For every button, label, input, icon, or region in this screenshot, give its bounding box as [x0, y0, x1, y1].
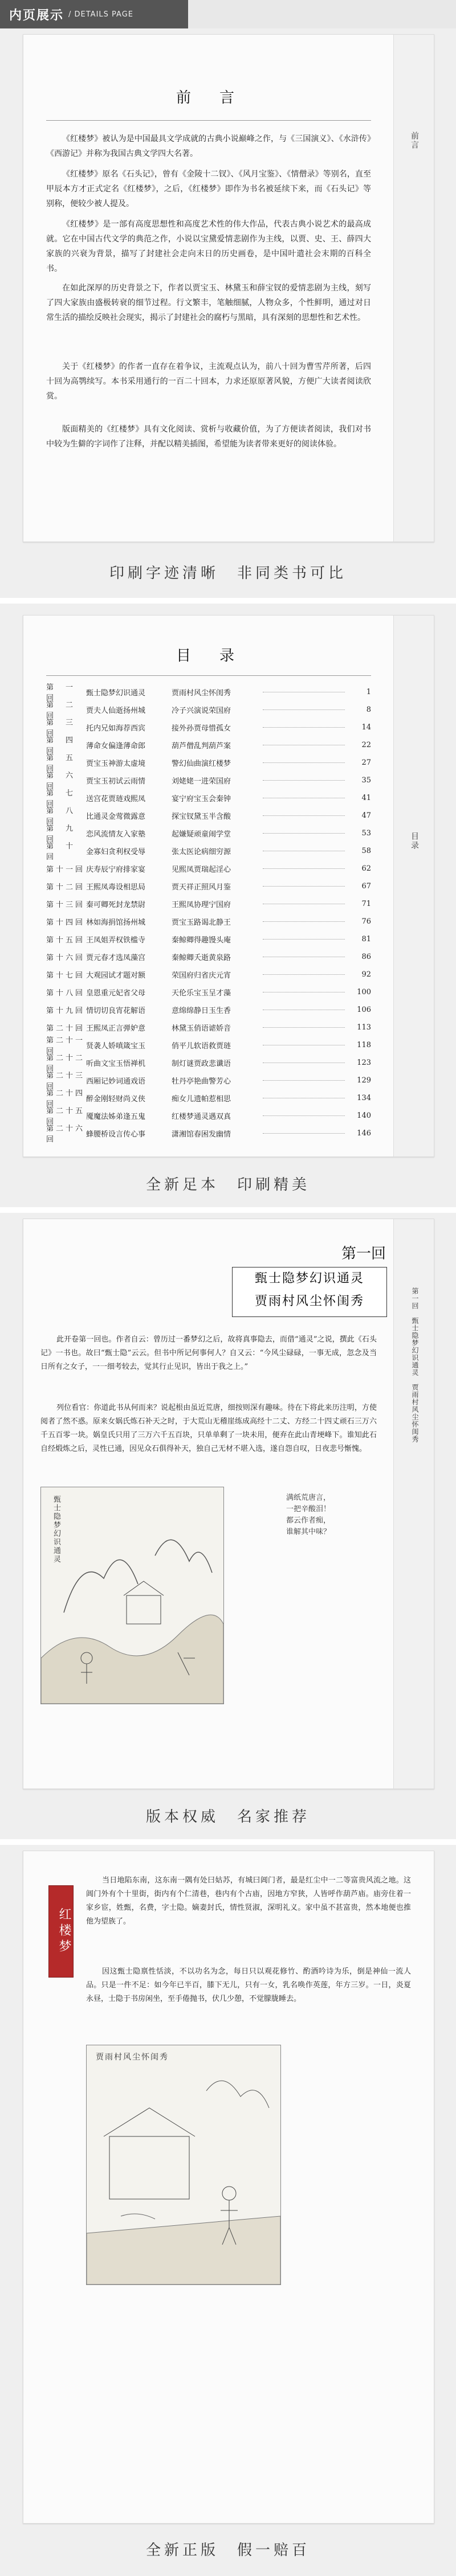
toc-row[interactable] [46, 1036, 371, 1056]
toc-chapter-number: 第十九回 [46, 1006, 85, 1015]
toc-chapter-number: 第 八 回 [46, 807, 85, 826]
toc-title-first: 贤袭人娇嗔箴宝玉 [86, 1041, 146, 1051]
toc-title-second: 贾雨村风尘怀闺秀 [172, 688, 231, 698]
toc-page-number: 67 [361, 881, 371, 891]
toc-leader-dots [263, 921, 345, 922]
toc-page-number: 86 [361, 952, 371, 961]
toc-row[interactable] [46, 719, 371, 738]
toc-row[interactable] [46, 736, 371, 756]
toc-leader-dots [263, 832, 345, 834]
toc-title-second: 葫芦僧乱判葫芦案 [172, 741, 231, 750]
illustration-caption: 甄士隐梦幻识通灵 [52, 1495, 60, 1564]
toc-leader-dots [263, 709, 345, 710]
chapter-page [23, 1219, 434, 1789]
toc-chapter-number: 第 三 回 [46, 719, 85, 738]
toc-leader-dots [263, 1115, 345, 1116]
toc-title-second: 贾宝玉路谒北静王 [172, 918, 231, 927]
toc-title-first: 贾宝玉初试云雨情 [86, 777, 146, 786]
toc-leader-dots [263, 797, 345, 798]
toc-title-second: 张太医论病细穷源 [172, 847, 231, 856]
toc-row[interactable] [46, 789, 371, 809]
commentary-caption: 全新正版 假一赔百 [145, 2542, 310, 2559]
toc-title-second: 贾天祥正照风月鉴 [172, 883, 231, 892]
landscape-illustration-icon [41, 1487, 223, 1704]
toc-title-second: 接外孙贾母惜孤女 [172, 724, 231, 733]
toc-title-first: 贾夫人仙逝扬州城 [86, 706, 146, 715]
commentary-illustration [86, 2045, 281, 2285]
toc-leader-dots [263, 727, 345, 728]
chapter-content [23, 1219, 394, 1789]
toc-chapter-number: 第 五 回 [46, 754, 85, 773]
toc-title-second: 冷子兴演说荣国府 [172, 706, 231, 715]
preface-rail [393, 35, 434, 542]
toc-chapter-number: 第二十三回 [46, 1072, 85, 1091]
toc-title-second: 痴女儿遗帕惹相思 [172, 1094, 231, 1104]
toc-title-second: 俏平儿软语救贾琏 [172, 1041, 231, 1051]
commentary-content [23, 1851, 434, 2523]
header-sub: / DETAILS PAGE [68, 10, 133, 19]
toc-chapter-number: 第十六回 [46, 953, 85, 962]
toc-chapter-number: 第 二 回 [46, 701, 85, 720]
scene-illustration-icon [87, 2045, 280, 2284]
preface-rail-label: 前言 [410, 132, 419, 150]
toc-leader-dots [263, 1044, 345, 1045]
toc-title-first: 贾宝玉神游太虚境 [86, 759, 146, 768]
preface-content [23, 35, 394, 542]
poem-block [234, 1492, 382, 1538]
toc-chapter-number: 第十二回 [46, 883, 85, 892]
toc-title-second: 牡丹亭艳曲警芳心 [172, 1077, 231, 1086]
toc-row[interactable] [46, 896, 371, 912]
toc-page-number: 118 [357, 1040, 371, 1049]
toc-row[interactable] [46, 754, 371, 773]
chapter-section [0, 1213, 456, 1839]
toc-chapter-number: 第 九 回 [46, 825, 85, 844]
toc-row[interactable] [46, 913, 371, 929]
toc-row[interactable] [46, 1002, 371, 1018]
toc-title-second: 荣国府归省庆元宵 [172, 971, 231, 980]
toc-title-first: 听曲文宝玉悟禅机 [86, 1059, 146, 1068]
toc-title-first: 薄命女偏逢薄命郎 [86, 741, 146, 750]
toc-chapter-number: 第 七 回 [46, 789, 85, 809]
toc-row[interactable] [46, 1054, 371, 1073]
toc-title-first: 皇恩重元妃省父母 [86, 988, 146, 998]
book-title-banner: 红楼梦 [48, 1885, 74, 1978]
toc-leader-dots [263, 744, 345, 745]
toc-page [23, 615, 434, 1157]
preface-paragraph: 《红楼梦》是一部有高度思想性和高度艺术性的伟大作品，代表古典小说艺术的最高成就。它在中国古代文学的典范之作，小说以宝黛爱情悲剧作为主线，以贾、史、王、薛四大家族的兴衰为背景，描写了封建社会走向末日的历史画卷，是中国叶遣社会末期的百科全书。 [46, 220, 371, 273]
chapter-paragraph: 列位看官：你道此书从何而来？说起根由虽近荒唐，细按则深有趣味。待在下将此来历注明，方使阅者了然不惑。原来女娲氏炼石补天之时，于大荒山无稽崖练成高经十二丈、方经二十四丈顽石三万六千五百零一块。娲皇氏只用了三万六千五百块，只单单剩了一块未用，便弃在此山青埂峰下。谁知此石自经煅炼之后，灵性已通，因见众石俱得补天，独自己无材不堪入选，遂自怨自叹，日夜悲号惭愧。 [40, 1404, 377, 1453]
toc-page-number: 27 [361, 758, 371, 767]
preface-paragraph: 《红楼梦》原名《石头记》，曾有《金陵十二钗》、《风月宝鉴》、《情僧录》等别名，直至甲辰本方才正式定名《红楼梦》，之后，《红楼梦》即作为书名被延续下来，而《石头记》等别称，便较少被人提及。 [46, 170, 371, 208]
poem-line: 都云作者痴， [286, 1516, 331, 1525]
toc-row[interactable] [46, 1107, 371, 1126]
toc-leader-dots [263, 762, 345, 763]
toc-title-first: 送宫花贾琏戏熙凤 [86, 794, 146, 803]
toc-title-second: 探宝钗黛玉半含酸 [172, 812, 231, 821]
commentary-section [0, 1845, 456, 2576]
toc-chapter-number: 第 六 回 [46, 772, 85, 791]
preface-page [23, 34, 434, 542]
toc-title-second: 秦鲸卿得趣馒头庵 [172, 936, 231, 945]
toc-row[interactable] [46, 825, 371, 844]
preface-title: 前 言 [176, 89, 241, 106]
toc-page-number: 113 [357, 1023, 371, 1032]
toc-leader-dots [263, 991, 345, 992]
toc-row[interactable] [46, 949, 371, 965]
toc-leader-dots [263, 1133, 345, 1134]
chapter-caption: 版本权威 名家推荐 [145, 1808, 310, 1826]
toc-title-first: 情切切良宵花解语 [86, 1006, 146, 1015]
illustration-label: 贾雨村风尘怀闺秀 [96, 2053, 169, 2062]
poem-line: 满纸荒唐言， [286, 1494, 331, 1502]
toc-row[interactable] [46, 683, 371, 703]
toc-row[interactable] [46, 1072, 371, 1091]
toc-title-first: 甄士隐梦幻识通灵 [86, 688, 146, 698]
chapter-title-line-1: 甄士隐梦幻识通灵 [254, 1271, 364, 1286]
toc-chapter-number: 第十七回 [46, 971, 85, 980]
toc-page-number: 81 [361, 934, 371, 944]
toc-chapter-number: 第二十一回 [46, 1036, 85, 1056]
toc-chapter-number: 第十八回 [46, 988, 85, 998]
toc-title-second: 制灯谜贾政悲谶语 [172, 1059, 231, 1068]
header-label: 内页展示 [9, 8, 64, 23]
toc-title-second: 意绵绵静日玉生香 [172, 1006, 231, 1015]
toc-row[interactable] [46, 931, 371, 947]
toc-title-second: 警幻仙曲演红楼梦 [172, 759, 231, 768]
toc-title-first: 金寡妇贪利权受辱 [86, 847, 146, 856]
toc-row[interactable] [46, 878, 371, 894]
toc-title-second: 刘姥姥一进荣国府 [172, 777, 231, 786]
toc-caption: 全新足本 印刷精美 [145, 1176, 310, 1193]
toc-title-first: 王凤姐弄权铁槛寺 [86, 936, 146, 945]
poem-line: 谁解其中味？ [286, 1528, 331, 1536]
chapter-illustration [40, 1487, 224, 1704]
toc-page-number: 129 [357, 1076, 371, 1085]
toc-chapter-number: 第十一回 [46, 865, 85, 874]
chapter-rail [393, 1219, 434, 1789]
toc-page-number: 35 [361, 776, 371, 785]
header-tab [0, 0, 188, 28]
toc-chapter-number: 第二十二回 [46, 1054, 85, 1073]
toc-title-first: 庆寿辰宁府排家宴 [86, 865, 146, 874]
toc-page-number: 146 [357, 1129, 371, 1138]
toc-content [23, 616, 394, 1156]
toc-page-number: 22 [361, 740, 371, 749]
toc-leader-dots [263, 1080, 345, 1081]
toc-leader-dots [263, 885, 345, 887]
toc-title-first: 醉金刚轻财尚义侠 [86, 1094, 146, 1104]
toc-title-first: 贾元春才选凤藻宫 [86, 953, 146, 962]
chapter-title-line-2: 贾雨村风尘怀闺秀 [254, 1294, 364, 1308]
toc-leader-dots [263, 938, 345, 940]
toc-page-number: 106 [357, 1005, 371, 1014]
toc-section [0, 604, 456, 1207]
toc-title-second: 见熙凤贾瑞起淫心 [172, 865, 231, 874]
commentary-paragraph: 因这甄士隐禀性恬淡，不以功名为念，每日只以观花修竹、酌酒吟诗为乐，倒是神仙一流人品。只是一件不足：如今年已半百，膝下无儿，只有一女，乳名唤作英莲，年方三岁。一日，炎夏永昼，士隐于书房闲坐，至手倦抛书，伏几少憩，不觉朦胧睡去。 [86, 1967, 411, 2003]
toc-page-number: 53 [361, 828, 371, 838]
toc-title-second: 王熙凤协理宁国府 [172, 900, 231, 909]
toc-row[interactable] [46, 984, 371, 1000]
toc-leader-dots [263, 780, 345, 781]
commentary-paragraph: 当日地陷东南，这东南一隅有处曰姑苏，有城曰阊门者，最是红尘中一二等富贵风流之地。这阊门外有个十里街，街内有个仁清巷，巷内有个古庙，因地方窄狭，人皆呼作葫芦庙。庙旁住着一家乡宦，姓甄，名费，字士隐。嫡妻封氏，情性贤淑，深明礼义。家中虽不甚富贵，然本地便也推他为望族了。 [86, 1876, 411, 1926]
toc-title-second: 林黛玉俏语谑娇音 [172, 1024, 231, 1033]
toc-rule [46, 675, 371, 676]
toc-title-second: 红楼梦通灵遇双真 [172, 1112, 231, 1121]
toc-leader-dots [263, 868, 345, 869]
toc-row[interactable] [46, 842, 371, 862]
toc-page-number: 123 [357, 1058, 371, 1067]
commentary-page [23, 1851, 434, 2524]
toc-title-first: 大观园试才题对额 [86, 971, 146, 980]
toc-leader-dots [263, 691, 345, 692]
toc-row[interactable] [46, 966, 371, 982]
toc-title-first: 秦可卿死封龙禁尉 [86, 900, 146, 909]
toc-row[interactable] [46, 701, 371, 720]
toc-row[interactable] [46, 807, 371, 826]
toc-leader-dots [263, 815, 345, 816]
toc-chapter-number: 第十四回 [46, 918, 85, 927]
toc-chapter-number: 第 四 回 [46, 736, 85, 756]
chapter-paragraph: 此开卷第一回也。作者自云：曾历过一番梦幻之后，故将真事隐去，而借“通灵”之说，撰此《石头记》一书也。故曰“甄士隐”云云。但书中所记何事何人？自又云：“今风尘碌碌，一事无成，忽念及当日所有之女子，一一细考较去，觉其行止见识，皆出于我之上。” [40, 1335, 377, 1371]
toc-title-first: 恋风流情友入家塾 [86, 830, 146, 839]
toc-title-second: 宴宁府宝玉会秦钟 [172, 794, 231, 803]
chapter-label: 第一回 [341, 1245, 386, 1262]
toc-title-first: 林如海捐馆扬州城 [86, 918, 146, 927]
toc-chapter-number: 第二十六回 [46, 1125, 85, 1144]
toc-page-number: 41 [361, 793, 371, 802]
toc-leader-dots [263, 850, 345, 851]
toc-title: 目 录 [176, 647, 241, 664]
toc-chapter-number: 第二十五回 [46, 1107, 85, 1126]
toc-chapter-number: 第十五回 [46, 936, 85, 945]
toc-rail [393, 616, 434, 1156]
toc-chapter-number: 第 十 回 [46, 842, 85, 862]
toc-page-number: 140 [357, 1111, 371, 1120]
toc-row[interactable] [46, 1089, 371, 1109]
toc-page-number: 62 [361, 864, 371, 873]
toc-title-first: 托内兄如海荐西宾 [86, 724, 146, 733]
toc-page-number: 76 [361, 917, 371, 926]
toc-chapter-number: 第二十四回 [46, 1089, 85, 1109]
chapter-title-box [232, 1267, 387, 1317]
toc-title-second: 潇湘馆春困发幽情 [172, 1130, 231, 1139]
toc-title-first: 蜂腰桥设言传心事 [86, 1130, 146, 1139]
toc-title-second: 起嫌疑顽童闹学堂 [172, 830, 231, 839]
page-header [0, 0, 456, 28]
preface-rule [46, 120, 371, 121]
toc-row[interactable] [46, 1019, 371, 1035]
preface-caption: 印刷字迹清晰 非同类书可比 [109, 565, 347, 582]
toc-title-first: 王熙凤毒设相思局 [86, 883, 146, 892]
toc-title-first: 王熙凤正言弹妒意 [86, 1024, 146, 1033]
preface-paragraph: 在如此深厚的历史背景之下，作者以贾宝玉、林黛玉和薛宝钗的爱情悲剧为主线，刻写了四大家族由盛极转衰的细节过程。行文繁丰，笔触细腻，人物众多，个性鲜明，通过对日常生活的描绘反映社会现实，揭示了封建社会的腐朽与黑暗，具有深刻的思想性和艺术性。 [46, 284, 371, 322]
toc-rail-label: 目录 [410, 832, 419, 850]
toc-page-number: 100 [357, 987, 371, 996]
toc-page-number: 92 [361, 970, 371, 979]
toc-page-number: 1 [366, 687, 371, 696]
toc-title-first: 比通灵金莺微露意 [86, 812, 146, 821]
toc-leader-dots [263, 903, 345, 904]
toc-page-number: 71 [361, 899, 371, 908]
toc-leader-dots [263, 1009, 345, 1010]
toc-page-number: 8 [366, 705, 371, 714]
preface-paragraph: 版面精美的《红楼梦》具有文化阅读、赏析与收藏价值，为了方便读者阅读，我们对书中较为生僻的字词作了注释，并配以精美插图，希望能为读者带来更好的阅读体验。 [46, 425, 371, 449]
toc-leader-dots [263, 974, 345, 975]
toc-row[interactable] [46, 772, 371, 791]
toc-title-second: 秦鲸卿夭逝黄泉路 [172, 953, 231, 962]
preface-paragraph: 《红楼梦》被认为是中国最具文学成就的古典小说巅峰之作，与《三国演义》、《水浒传》《西游记》并称为我国古典文学四大名著。 [46, 134, 371, 158]
toc-title-second: 天伦乐宝玉呈才藻 [172, 988, 231, 998]
toc-title-first: 西厢记妙词通戏语 [86, 1077, 146, 1086]
preface-section [0, 28, 456, 598]
toc-row[interactable] [46, 860, 371, 876]
toc-row[interactable] [46, 1125, 371, 1144]
toc-page-number: 14 [361, 723, 371, 732]
toc-page-number: 58 [361, 846, 371, 855]
poem-line: 一把辛酸泪！ [286, 1505, 331, 1513]
toc-chapter-number: 第二十回 [46, 1024, 85, 1033]
toc-leader-dots [263, 1062, 345, 1063]
toc-leader-dots [263, 956, 345, 957]
toc-leader-dots [263, 1027, 345, 1028]
toc-chapter-number: 第十三回 [46, 900, 85, 909]
toc-chapter-number: 第 一 回 [46, 683, 85, 703]
toc-leader-dots [263, 1097, 345, 1098]
chapter-rail-label: 第一回 甄士隐梦幻识通灵 贾雨村风尘怀闺秀 [411, 1287, 419, 1443]
toc-page-number: 47 [361, 811, 371, 820]
toc-title-first: 魇魔法姊弟逢五鬼 [86, 1112, 146, 1121]
preface-paragraph: 关于《红楼梦》的作者一直存在着争议，主流观点认为，前八十回为曹雪芹所著，后四十回为高鹗续写。本书采用通行的一百二十回本，力求还原原著风貌，方便广大读者阅读欣赏。 [46, 362, 371, 401]
toc-page-number: 134 [357, 1093, 371, 1102]
